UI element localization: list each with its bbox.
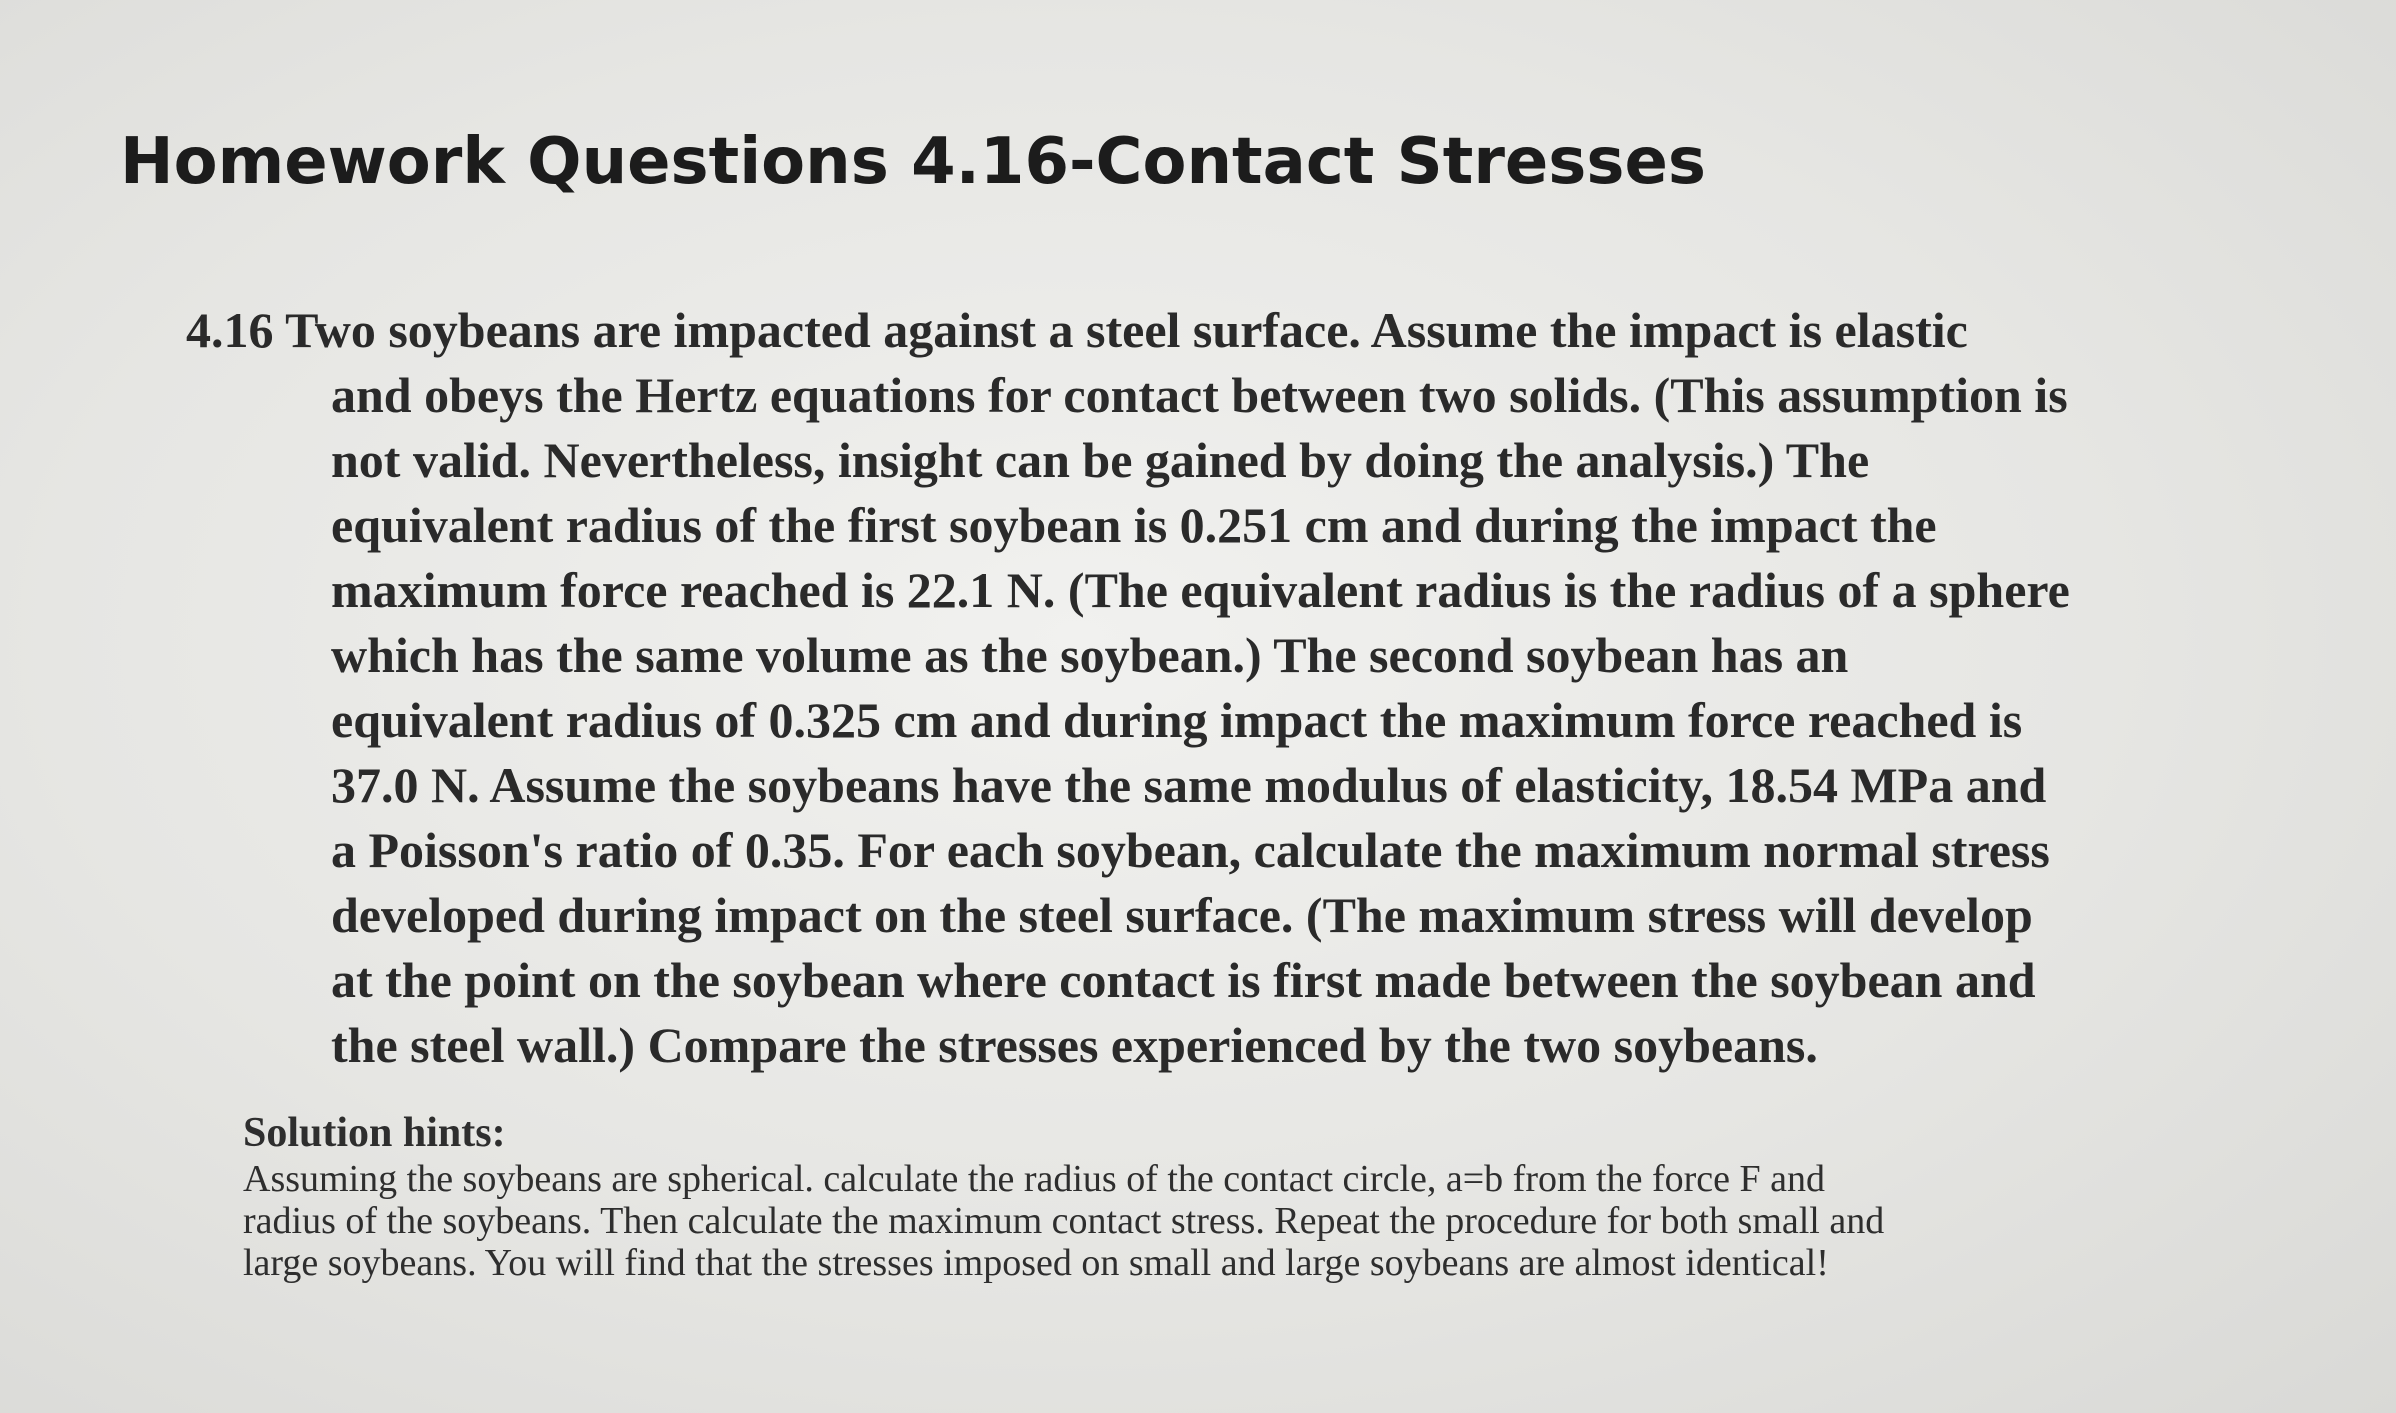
problem-line: not valid. Nevertheless, insight can be gained by doing the analysis.) The [331, 432, 1870, 488]
problem-line: 4.16 Two soybeans are impacted against a steel surface. Assume the impact is elastic [186, 302, 1968, 358]
hints-line: large soybeans. You will find that the stresses imposed on small and large soybeans are almost identical! [243, 1242, 1829, 1284]
problem-line: and obeys the Hertz equations for contact between two solids. (This assumption is [331, 367, 2068, 423]
problem-line: developed during impact on the steel surface. (The maximum stress will develop [331, 887, 2033, 943]
problem-line: equivalent radius of the first soybean is 0.251 cm and during the impact the [331, 497, 1937, 553]
problem-line: which has the same volume as the soybean.) The second soybean has an [331, 627, 1849, 683]
solution-hints [243, 1108, 2223, 1284]
problem-line: 37.0 N. Assume the soybeans have the same modulus of elasticity, 18.54 MPa and [331, 757, 2047, 813]
hints-heading: Solution hints: [243, 1110, 506, 1156]
problem-line: maximum force reached is 22.1 N. (The equivalent radius is the radius of a sphere [331, 562, 2070, 618]
hints-line: Assuming the soybeans are spherical. calculate the radius of the contact circle, a=b from the force F and [243, 1158, 1825, 1200]
page-title: Homework Questions 4.16-Contact Stresses [120, 125, 1706, 199]
hints-line: radius of the soybeans. Then calculate the maximum contact stress. Repeat the procedure for both small and [243, 1200, 1885, 1242]
problem-statement [186, 298, 2206, 1078]
problem-line: the steel wall.) Compare the stresses experienced by the two soybeans. [331, 1017, 1818, 1073]
problem-line: at the point on the soybean where contact is first made between the soybean and [331, 952, 2036, 1008]
problem-line: equivalent radius of 0.325 cm and during impact the maximum force reached is [331, 692, 2023, 748]
problem-line: a Poisson's ratio of 0.35. For each soybean, calculate the maximum normal stress [331, 822, 2050, 878]
